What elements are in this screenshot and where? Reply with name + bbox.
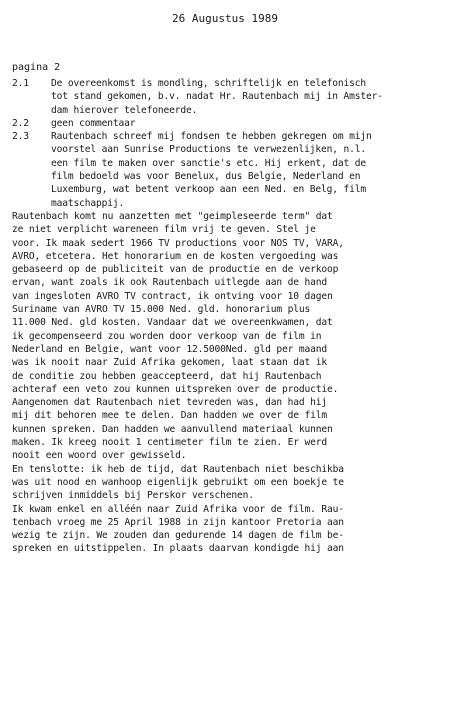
section-number: 2.2	[12, 117, 29, 129]
text-line: kunnen spreken. Dan hadden we aanvullend materiaal kunnen	[12, 423, 333, 435]
text-line: ze niet verplicht wareneen film vrij te geven. Stel je	[12, 224, 316, 236]
text-line: AVRO, etcetera. Het honorarium en de kosten vergoeding was	[12, 250, 339, 262]
text-line: nooit een woord over gewisseld.	[12, 450, 187, 462]
text-line: De overeenkomst is mondling, schriftelijk en telefonisch	[51, 78, 367, 89]
text-line: Suriname van AVRO TV 15.000 Ned. gld. honorarium plus	[12, 304, 311, 316]
page-label: pagina 2	[12, 62, 61, 73]
text-line: voor. Ik maak sedert 1966 TV productions voor NOS TV, VARA,	[12, 237, 344, 249]
text-line: maatschappij.	[51, 197, 125, 209]
text-line: schrijven inmiddels bij Perskor verschenen.	[12, 490, 254, 502]
text-line: tot stand gekomen, b.v. nadat Hr. Rautenbach mij in Amster-	[51, 91, 383, 103]
text-line: tenbach vroeg me 25 April 1988 in zijn kantoor Pretoria aan	[12, 516, 344, 528]
text-line: mij dit behoren mee te delen. Dan hadden we over de film	[12, 410, 328, 422]
section-2-1	[12, 77, 442, 117]
text-line: de conditie zou hebben geaccepteerd, dat hij Rautenbach	[12, 370, 322, 382]
text-line: Rautenbach komt nu aanzetten met "geimpleseerde term" dat	[12, 210, 333, 222]
text-line: 11.000 Ned. gld kosten. Vandaar dat we overeenkwamen, dat	[12, 317, 333, 329]
text-line: was uit nood en wanhoop eigenlijk gebruikt om een boekje te	[12, 476, 344, 488]
text-line: Luxemburg, wat betent verkoop aan een Ned. en Belg, film	[51, 184, 367, 196]
text-line: ervan, want zoals ik ook Rautenbach uitlegde aan de hand	[12, 277, 328, 289]
section-number: 2.1	[12, 78, 29, 89]
text-line: geen commentaar	[51, 117, 136, 129]
text-line: een film te maken over sanctie's etc. Hij erkent, dat de	[51, 157, 367, 169]
text-line: van ingesloten AVRO TV contract, ik ontving voor 10 dagen	[12, 290, 333, 302]
text-line: gebaseerd op de publiciteit van de productie en de verkoop	[12, 264, 339, 276]
text-line: was ik nooit naar Zuid Afrika gekomen, laat staan dat ik	[12, 357, 328, 369]
text-line: wezig te zijn. We zouden dan gedurende 14 dagen de film be-	[12, 530, 344, 542]
text-line: Rautenbach schreef mij fondsen te hebben gekregen om mijn	[51, 131, 372, 143]
text-line: ik gecompenseerd zou worden door verkoop van de film in	[12, 330, 322, 342]
text-line: dam hierover telefoneerde.	[51, 104, 198, 116]
section-2-3	[12, 130, 442, 210]
text-line: Aangenomen dat Rautenbach niet tevreden was, dan had hij	[12, 397, 328, 409]
text-line: achteraf een veto zou kunnen uitspreken over de productie.	[12, 383, 339, 395]
continuation-text	[12, 210, 442, 556]
section-number: 2.3	[12, 131, 29, 143]
text-line: maken. Ik kreeg nooit 1 centimeter film te zien. Er werd	[12, 437, 328, 449]
text-line: Nederland en Belgie, want voor 12.5000Ned. gld per maand	[12, 343, 328, 355]
text-line: En tenslotte: ik heb de tijd, dat Rautenbach niet beschikba	[12, 463, 344, 475]
text-line: Ik kwam enkel en alléén naar Zuid Afrika voor de film. Rau-	[12, 503, 344, 515]
letter-date: 26 Augustus 1989	[172, 12, 278, 25]
text-line: spreken en uitstippelen. In plaats daarvan kondigde hij aan	[12, 543, 344, 555]
text-line: film bedoeld was voor Benelux, dus Belgie, Nederland en	[51, 171, 361, 183]
text-line: voorstel aan Sunrise Productions te verwezenlijken, n.l.	[51, 144, 367, 156]
letter-body	[12, 77, 442, 556]
section-2-2	[12, 117, 442, 130]
